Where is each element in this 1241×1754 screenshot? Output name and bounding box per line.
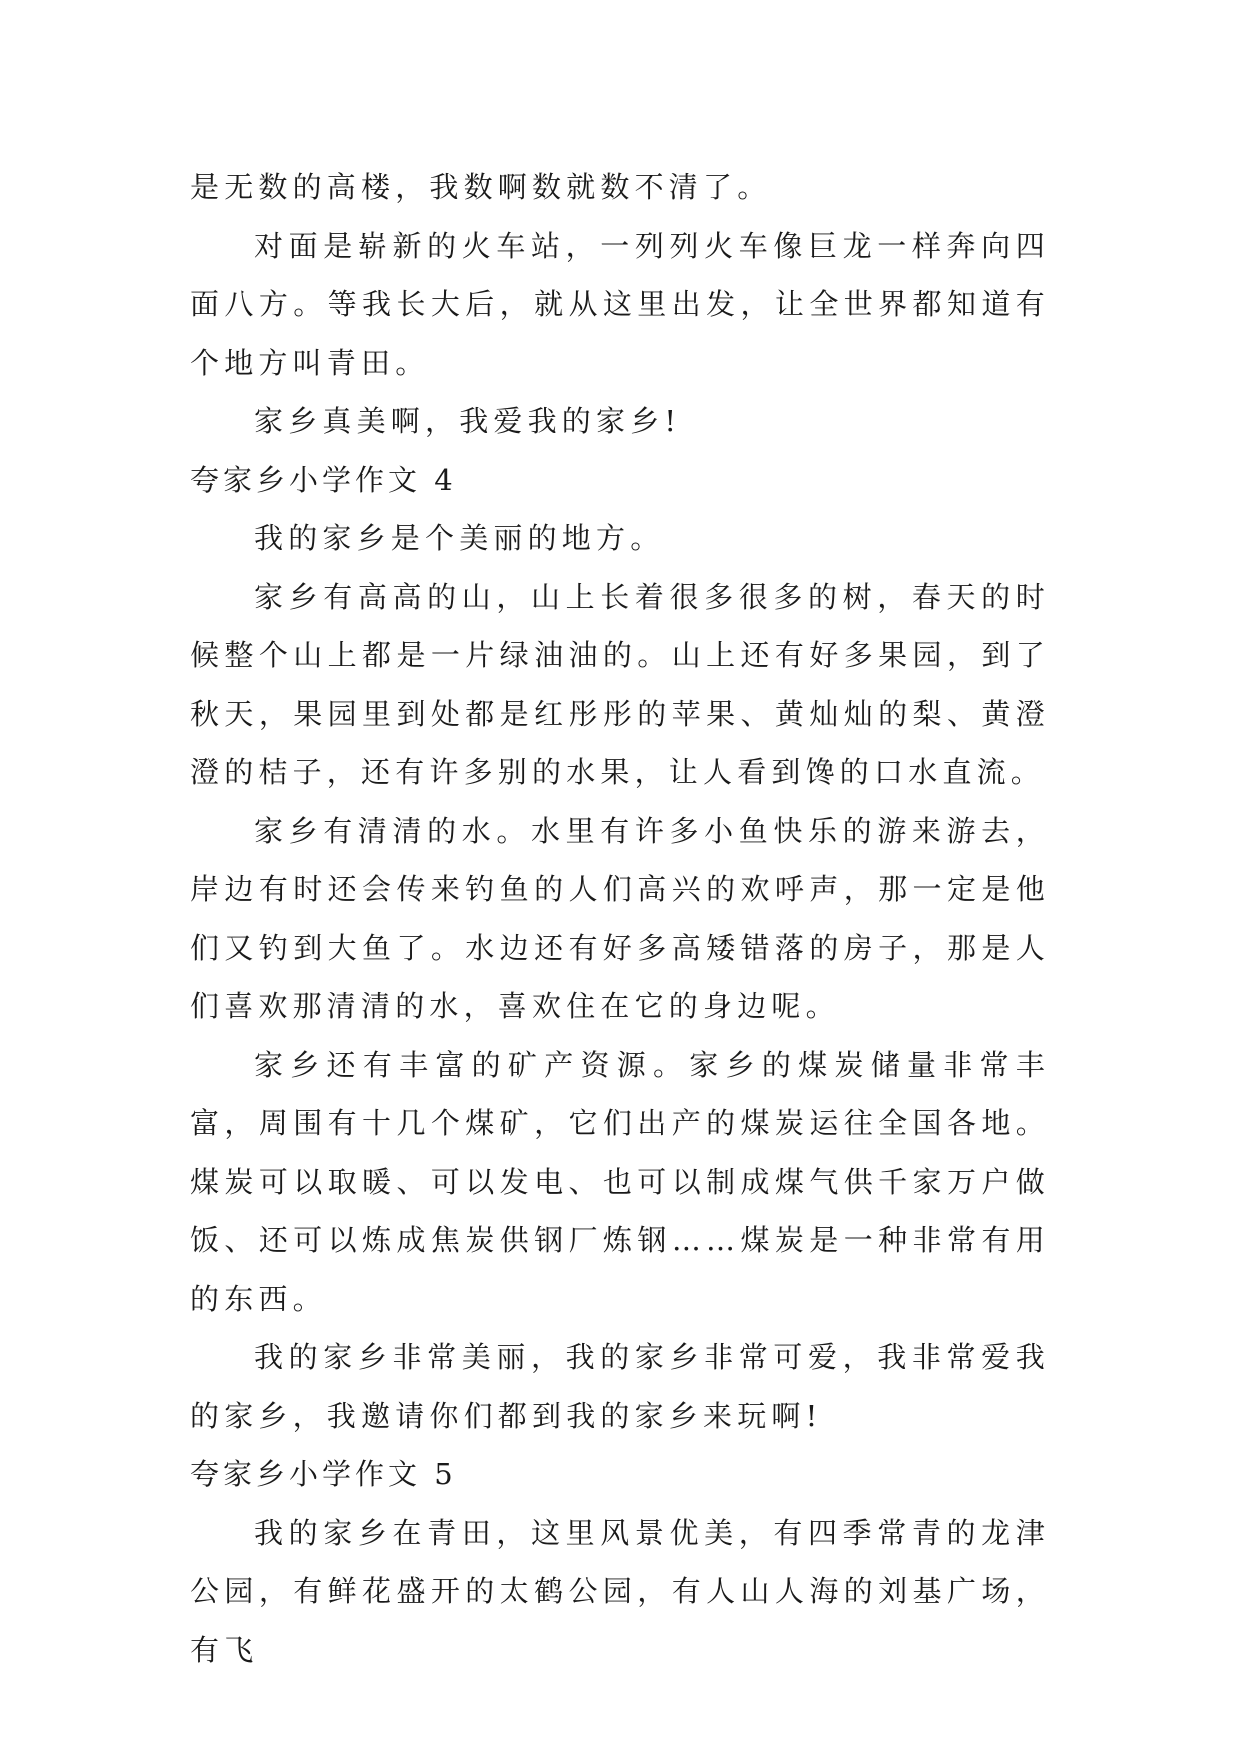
paragraph: 家乡有高高的山，山上长着很多很多的树，春天的时候整个山上都是一片绿油油的。山上还有好多果园，到了秋天，果园里到处都是红彤彤的苹果、黄灿灿的梨、黄澄澄的桔子，还有许多别的水果，让人看到馋的口水直流。	[190, 579, 1050, 789]
paragraph: 家乡有清清的水。水里有许多小鱼快乐的游来游去，岸边有时还会传来钓鱼的人们高兴的欢呼声，那一定是他们又钓到大鱼了。水边还有好多高矮错落的房子，那是人们喜欢那清清的水，喜欢住在它的身边呢。	[190, 813, 1050, 1023]
paragraph: 家乡真美啊，我爱我的家乡!	[254, 404, 682, 438]
section-heading: 夸家乡小学作文 4	[190, 462, 457, 497]
paragraph: 家乡还有丰富的矿产资源。家乡的煤炭储量非常丰富，周围有十几个煤矿，它们出产的煤炭运往全国各地。煤炭可以取暖、可以发电、也可以制成煤气供千家万户做饭、还可以炼成焦炭供钢厂炼钢……煤炭是一种非常有用的东西。	[190, 1047, 1050, 1316]
paragraph: 是无数的高楼，我数啊数就数不清了。	[190, 170, 772, 204]
paragraph: 我的家乡是个美丽的地方。	[254, 521, 665, 555]
document-body	[190, 158, 1050, 1679]
paragraph: 我的家乡在青田，这里风景优美，有四季常青的龙津公园，有鲜花盛开的太鹤公园，有人山人海的刘基广场，有飞	[190, 1515, 1050, 1667]
paragraph: 对面是崭新的火车站，一列列火车像巨龙一样奔向四面八方。等我长大后，就从这里出发，让全世界都知道有个地方叫青田。	[190, 228, 1050, 380]
paragraph: 我的家乡非常美丽，我的家乡非常可爱，我非常爱我的家乡，我邀请你们都到我的家乡来玩啊!	[190, 1340, 1050, 1433]
section-heading: 夸家乡小学作文 5	[190, 1457, 457, 1491]
